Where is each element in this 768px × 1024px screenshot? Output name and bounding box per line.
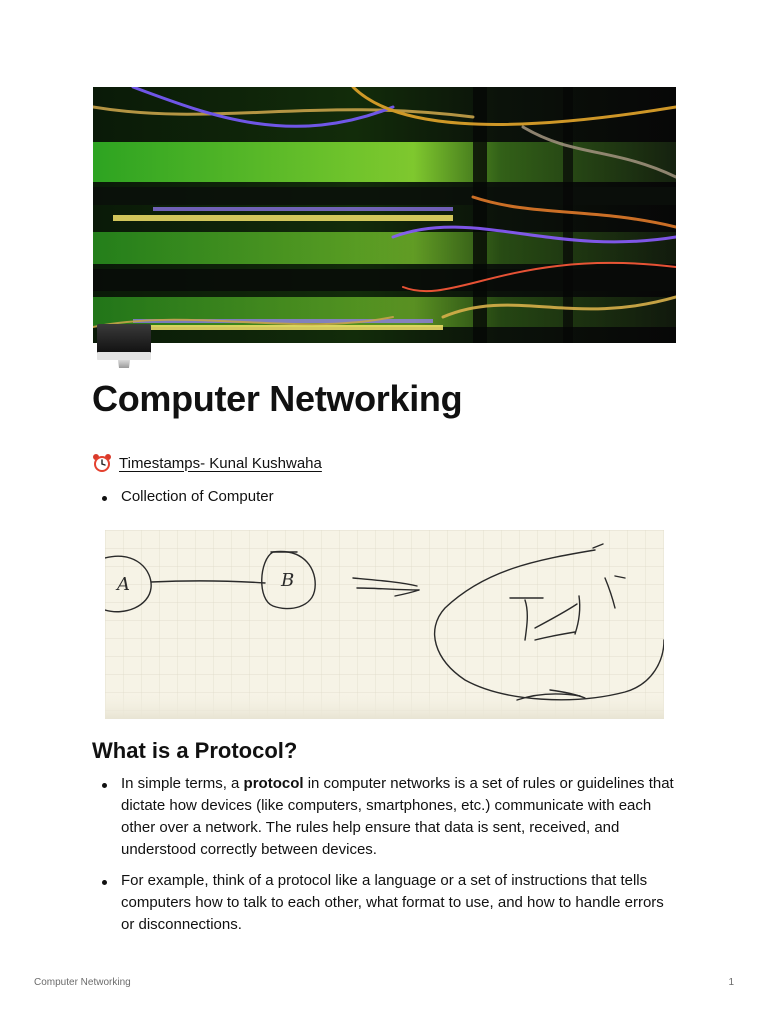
cover-image [93,87,676,343]
footer-title: Computer Networking [34,977,131,988]
sketch-label-a: A [117,574,130,595]
list-item [100,773,680,861]
intro-bullet-list [100,486,660,508]
desktop-monitor-icon [96,322,152,370]
bullet-text: in computer networks is a set of rules or guidelines that dictate how devices (like computers, smartphones, etc.) communicate with each other over a network. The rules help ensure that data is sent, received, and understood correctly between devices. [121,775,674,858]
protocol-bullet-list [100,773,680,945]
section-heading: What is a Protocol? [92,738,298,763]
handwritten-network-sketch [105,530,664,719]
bullet-text: In simple terms, a [121,775,244,792]
list-item: For example, think of a protocol like a language or a set of instructions that tells computers how to talk to each other, what format to use, and how to handle errors or disconnections. [100,870,680,936]
timestamps-link[interactable]: Timestamps- Kunal Kushwaha [119,454,322,472]
bold-term: protocol [243,775,304,792]
network-switch-cables-image [93,87,676,343]
alarm-clock-icon [92,453,112,473]
sketch-label-b: B [281,570,295,591]
page-title: Computer Networking [92,378,463,419]
timestamps-link-row[interactable] [92,452,322,474]
page-number: 1 [728,977,734,988]
list-item: Collection of Computer [100,486,660,508]
